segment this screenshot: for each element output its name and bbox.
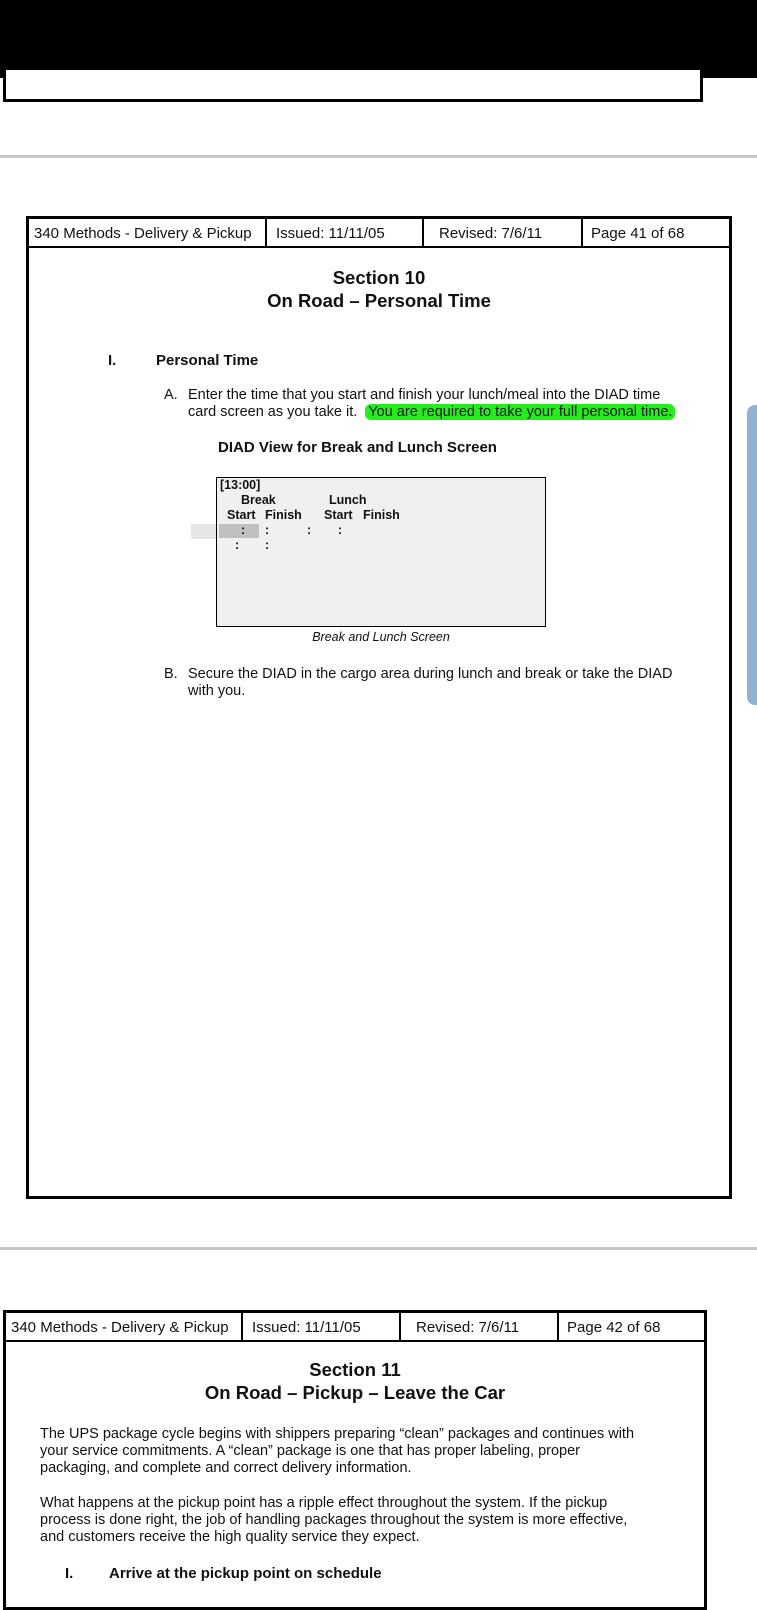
- screen-title: DIAD View for Break and Lunch Screen: [218, 439, 497, 456]
- header-doc-title: 340 Methods - Delivery & Pickup: [6, 1313, 243, 1340]
- intro-paragraph: [40, 1426, 700, 1477]
- section-title: On Road – Pickup – Leave the Car: [204, 1382, 506, 1403]
- viewer-top-bar: [0, 0, 757, 78]
- diad-lunch-finish-label: Finish: [363, 508, 400, 522]
- highlighted-text: You are required to take your full personal time.: [365, 404, 675, 420]
- diad-break-finish-1[interactable]: :: [265, 523, 270, 537]
- item-heading: Personal Time: [156, 352, 259, 369]
- point-b-line-2: with you.: [188, 683, 246, 699]
- diad-break-label: Break: [241, 493, 276, 507]
- point-a-text: [188, 387, 718, 421]
- header-doc-title: 340 Methods - Delivery & Pickup: [29, 219, 267, 246]
- diad-break-start-2[interactable]: :: [235, 538, 240, 552]
- diad-lunch-label: Lunch: [329, 493, 367, 507]
- diad-clock: [13:00]: [220, 478, 261, 492]
- scrollbar-handle[interactable]: [747, 405, 757, 705]
- point-a-line-2: card screen as you take it.: [188, 404, 358, 420]
- point-a-line-1: Enter the time that you start and finish your lunch/meal into the DIAD time: [188, 387, 661, 403]
- item-heading: Arrive at the pickup point on schedule: [109, 1565, 382, 1582]
- page-divider: [0, 1247, 757, 1250]
- header-page-number: Page 42 of 68: [567, 1319, 661, 1336]
- point-b-line-1: Secure the DIAD in the cargo area during lunch and break or take the DIAD: [188, 666, 673, 682]
- page-divider: [0, 155, 757, 158]
- point-a-letter: A.: [164, 387, 178, 403]
- document-page-41: [26, 216, 732, 1199]
- selection-shade: [191, 524, 217, 539]
- diad-break-finish-2[interactable]: :: [265, 538, 270, 552]
- diad-lunch-finish-1[interactable]: :: [338, 523, 343, 537]
- diad-lunch-start-label: Start: [324, 508, 353, 522]
- point-b-text: [188, 666, 718, 700]
- header-issued: Issued: 11/11/05: [243, 1313, 401, 1340]
- pickup-line-2: process is done right, the job of handling packages throughout the system is more effective,: [40, 1512, 628, 1528]
- page-header: [29, 219, 729, 248]
- section-number: Section 11: [309, 1359, 401, 1380]
- diad-lunch-start-1[interactable]: :: [307, 523, 312, 537]
- pickup-line-3: and customers receive the high quality service they expect.: [40, 1529, 420, 1545]
- diad-selected-field[interactable]: [219, 524, 259, 538]
- point-b-letter: B.: [164, 666, 178, 682]
- section-title: On Road – Personal Time: [267, 290, 491, 311]
- section-number: Section 10: [332, 267, 426, 288]
- intro-line-1: The UPS package cycle begins with shippers preparing “clean” packages and continues with: [40, 1426, 635, 1442]
- header-page-number: Page 41 of 68: [591, 225, 685, 242]
- pickup-line-1: What happens at the pickup point has a ripple effect throughout the system. If the pickup: [40, 1495, 608, 1511]
- pickup-paragraph: [40, 1495, 700, 1546]
- page-header: [6, 1313, 704, 1342]
- intro-line-3: packaging, and complete and correct delivery information.: [40, 1460, 412, 1476]
- document-page-42: [3, 1310, 707, 1610]
- diad-break-finish-label: Finish: [265, 508, 302, 522]
- diad-break-start-1[interactable]: :: [241, 523, 246, 537]
- diad-break-start-label: Start: [227, 508, 256, 522]
- item-numeral: I.: [65, 1565, 74, 1582]
- diad-screen: [216, 477, 546, 627]
- previous-page-bottom-edge: [3, 70, 703, 102]
- point-a-line-2-row: [188, 404, 718, 421]
- item-numeral: I.: [108, 352, 117, 369]
- header-revised: Revised: 7/6/11: [401, 1313, 559, 1340]
- header-issued: Issued: 11/11/05: [267, 219, 424, 246]
- header-revised: Revised: 7/6/11: [424, 219, 583, 246]
- intro-line-2: your service commitments. A “clean” package is one that has proper labeling, proper: [40, 1443, 580, 1459]
- screen-caption: Break and Lunch Screen: [312, 630, 450, 644]
